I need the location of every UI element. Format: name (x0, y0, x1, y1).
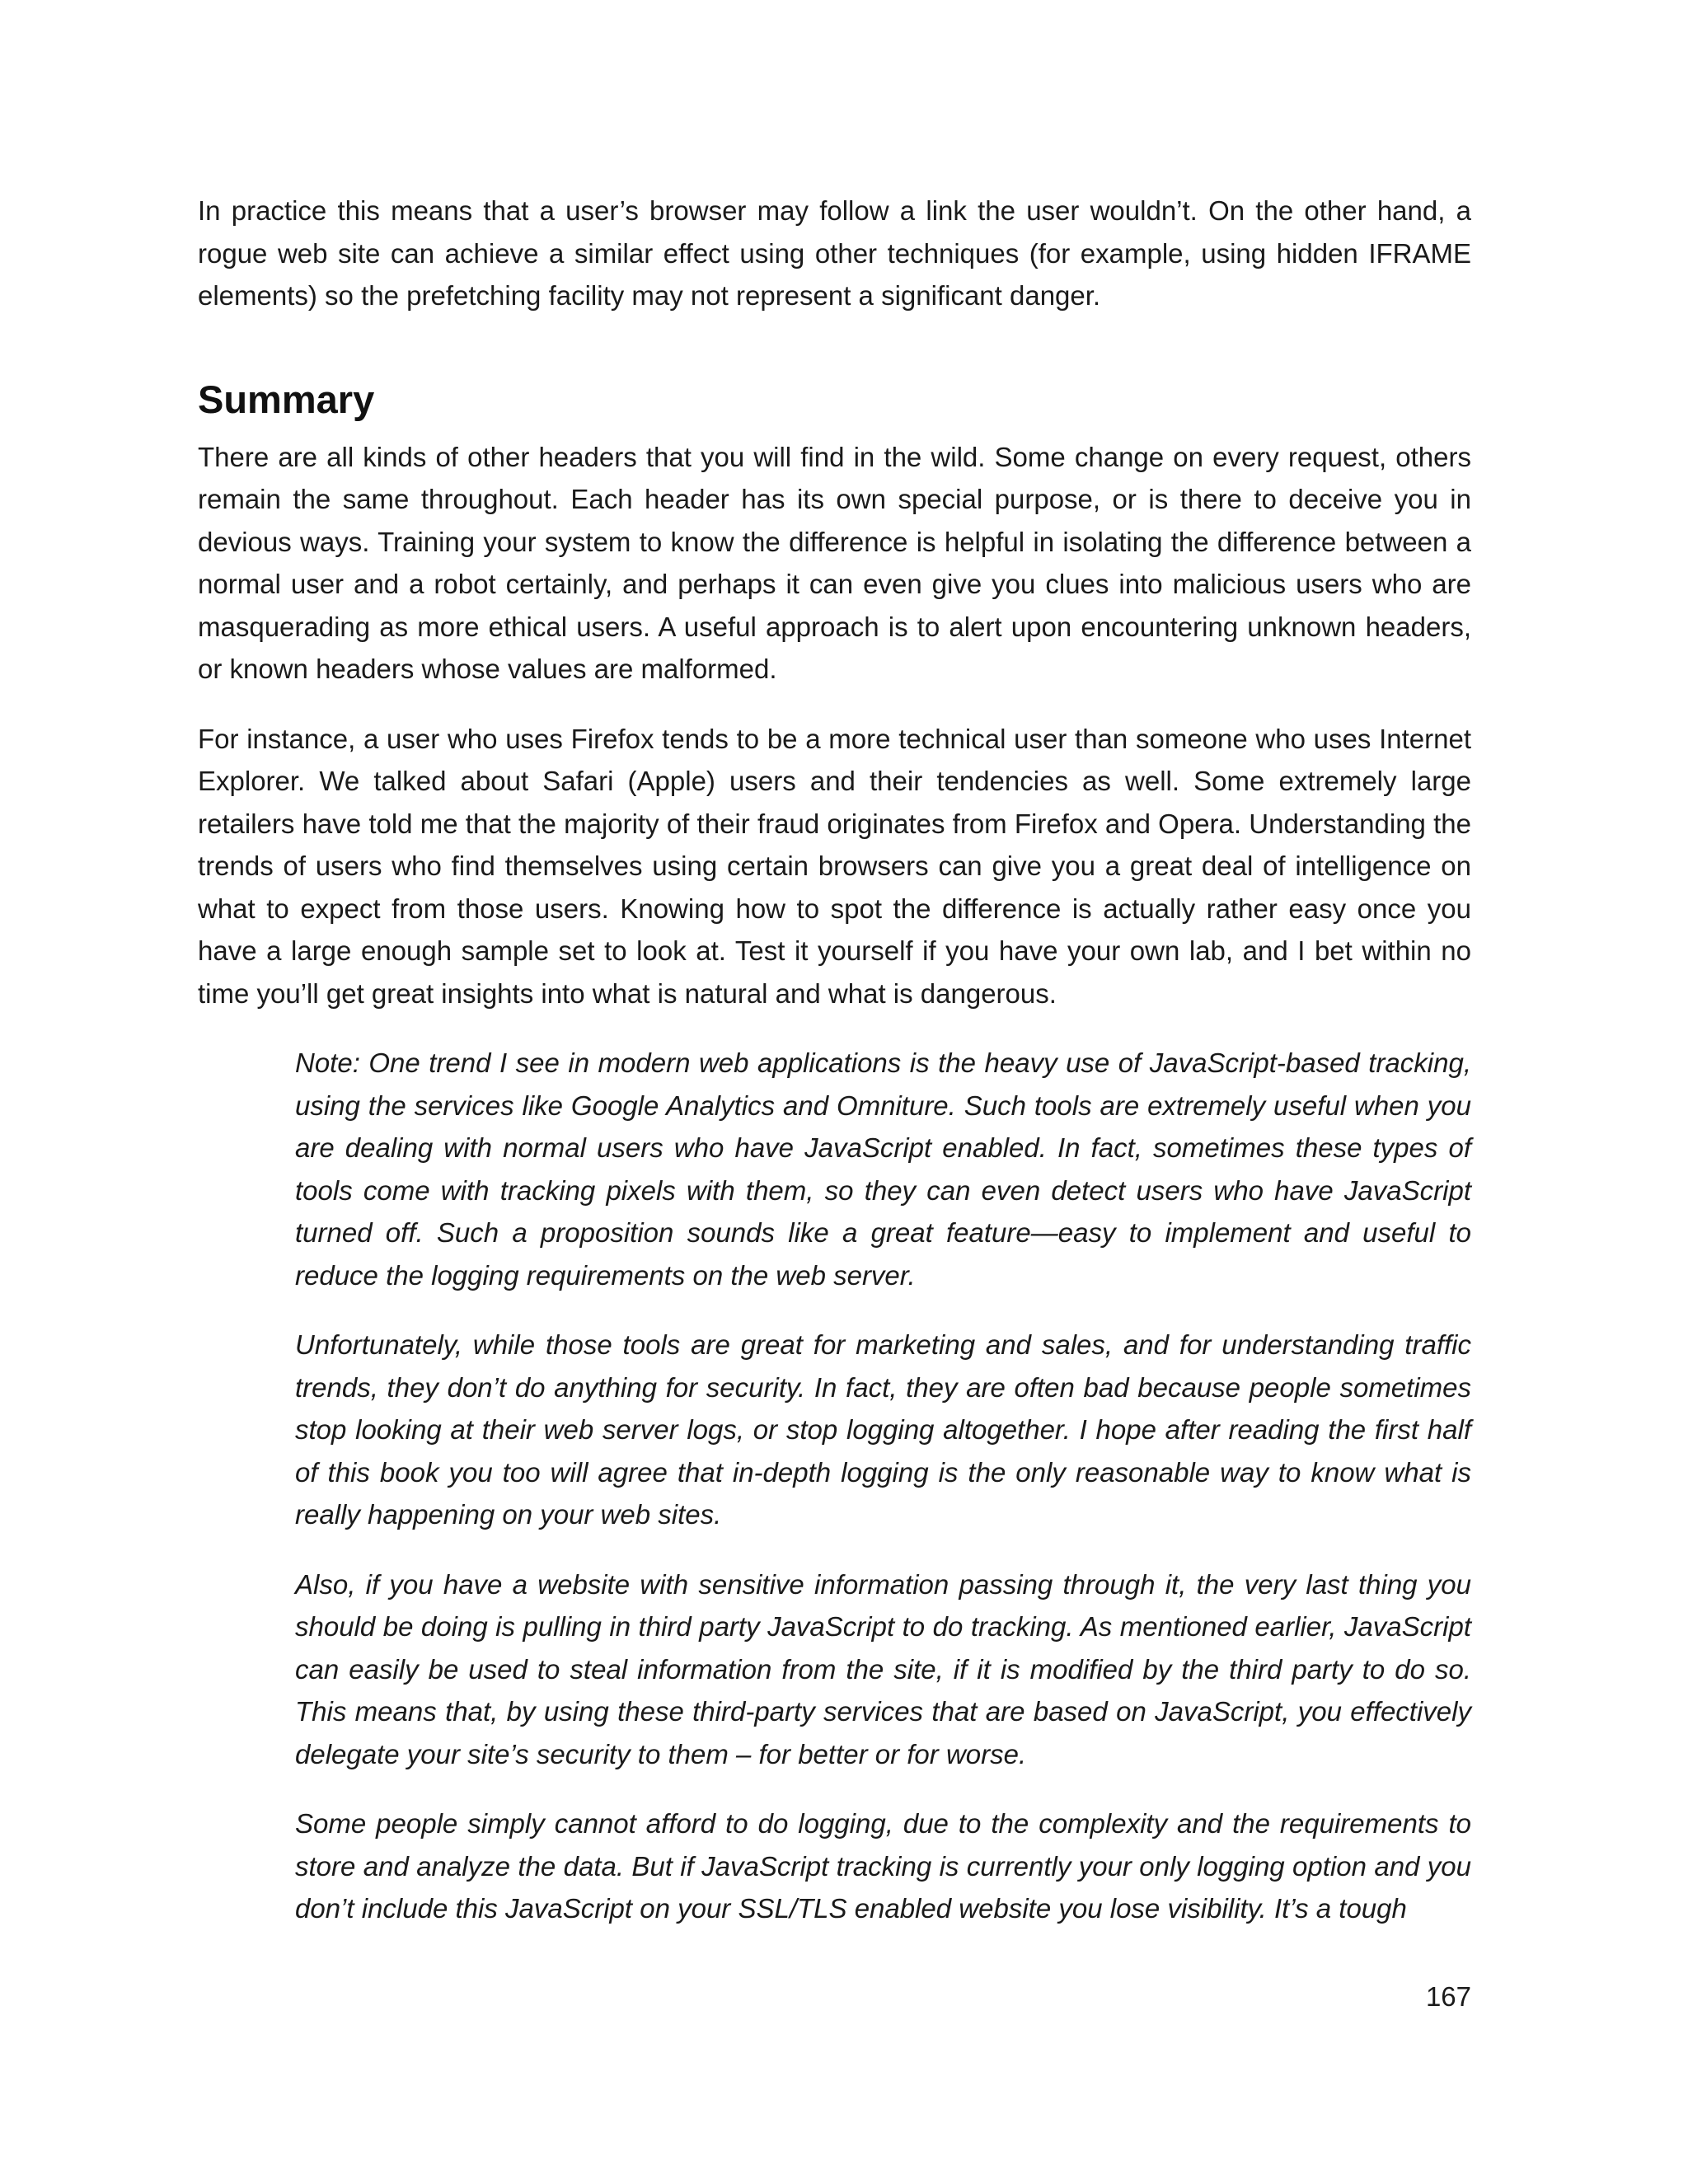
note-paragraph-3: Also, if you have a website with sensitive information passing through it, the very last thing you should be doing is pulling in third party JavaScript to do tracking. As mentioned earlier, JavaScript can easily be used to steal information from the site, if it is modified by the third party to do so. This means that, by using these third-party services that are based on JavaScript, you effectively delegate your site’s security to them – for better or for worse. (295, 1568, 1471, 1769)
page-content (198, 190, 1471, 1957)
note-block (295, 1042, 1471, 1930)
note-paragraph-4: Some people simply cannot afford to do logging, due to the complexity and the requirements to store and analyze the data. But if JavaScript tracking is currently your only logging option and you don’t include this JavaScript on your SSL/TLS enabled website you lose visibility. It’s a tough (295, 1808, 1471, 1924)
note-paragraph-1: Note: One trend I see in modern web applications is the heavy use of JavaScript-based tracking, using the services like Google Analytics and Omniture. Such tools are extremely useful when you are dealing with normal users who have JavaScript enabled. In fact, sometimes these types of tools come with tracking pixels with them, so they can even detect users who have JavaScript turned off. Such a proposition sounds like a great feature—easy to implement and useful to reduce the logging requirements on the web server. (295, 1047, 1471, 1291)
summary-paragraph-1: There are all kinds of other headers that you will find in the wild. Some change on every request, others remain the same throughout. Each header has its own special purpose, or is there to deceive you in devious ways. Training your system to know the difference is helpful in isolating the difference between a normal user and a robot certainly, and perhaps it can even give you clues into malicious users who are masquerading as more ethical users. A useful approach is to alert upon encountering unknown headers, or known headers whose values are malformed. (198, 441, 1471, 684)
page-number: 167 (1425, 1981, 1471, 2012)
summary-paragraph-2: For instance, a user who uses Firefox tends to be a more technical user than someone who uses Internet Explorer. We talked about Safari (Apple) users and their tendencies as well. Some extremely large retailers have told me that the majority of their fraud originates from Firefox and Opera. Understanding the trends of users who find themselves using certain browsers can give you a great deal of intelligence on what to expect from those users. Knowing how to spot the difference is actually rather easy once you have a large enough sample set to look at. Test it yourself if you have your own lab, and I bet within no time you’ll get great insights into what is natural and what is dangerous. (198, 723, 1471, 1009)
note-paragraph-2: Unfortunately, while those tools are great for marketing and sales, and for understanding traffic trends, they don’t do anything for security. In fact, they are often bad because people sometimes stop looking at their web server logs, or stop logging altogether. I hope after reading the first half of this book you too will agree that in-depth logging is the only reasonable way to know what is really happening on your web sites. (295, 1329, 1471, 1530)
intro-paragraph: In practice this means that a user’s browser may follow a link the user wouldn’t. On the other hand, a rogue web site can achieve a similar effect using other techniques (for example, using hidden IFRAME elements) so the prefetching facility may not represent a significant danger. (198, 195, 1471, 311)
summary-heading: Summary (198, 377, 375, 421)
